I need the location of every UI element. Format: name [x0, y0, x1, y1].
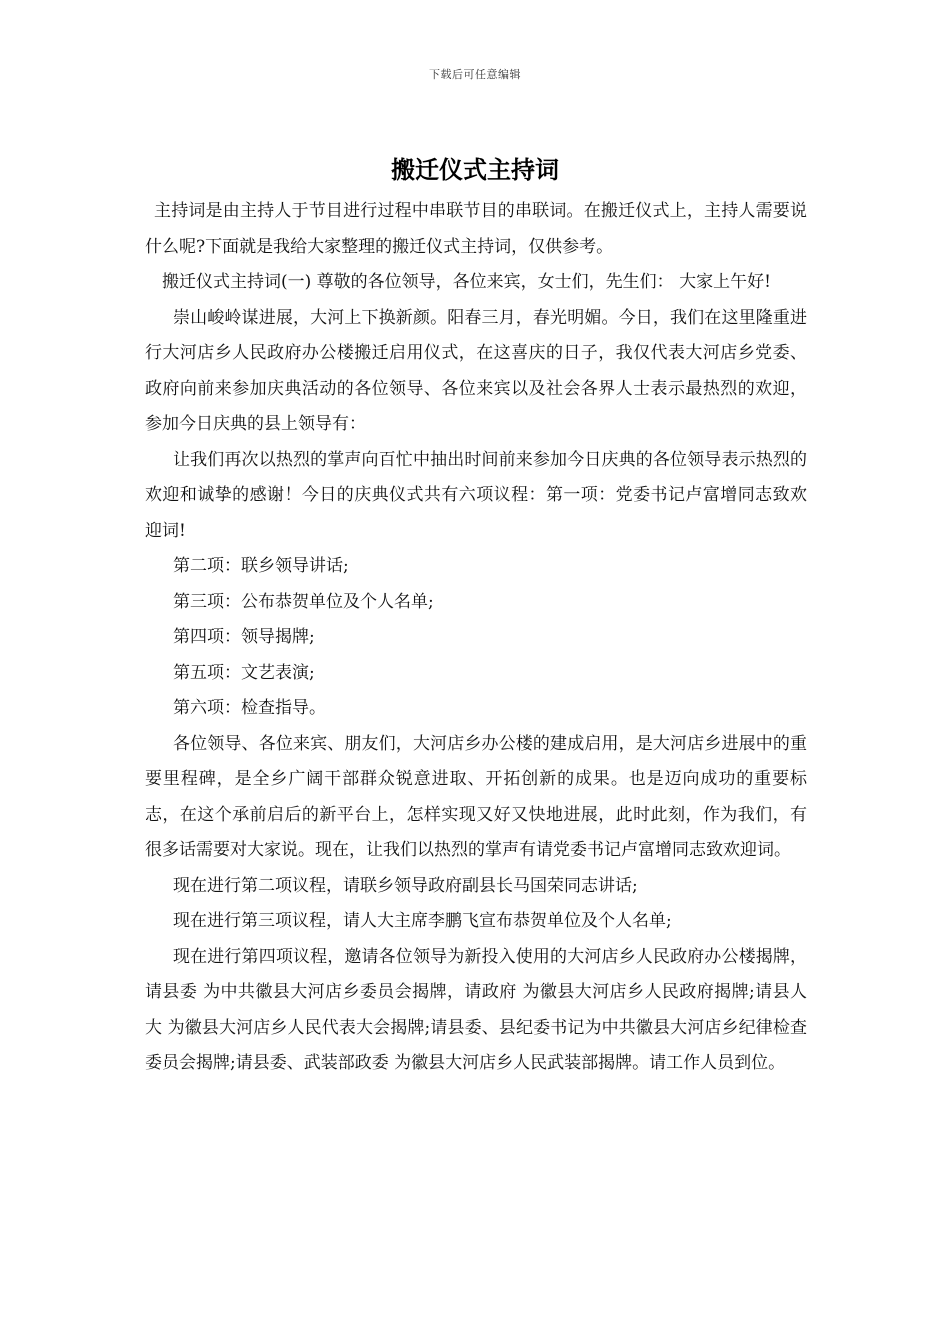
agenda-item-5: 第五项：文艺表演;	[173, 662, 315, 683]
agenda-item-2: 第二项：联乡领导讲话;	[173, 556, 349, 576]
agenda-item-4: 第四项：领导揭牌;	[173, 627, 315, 647]
document-body	[145, 194, 807, 1082]
document-title: 搬迁仪式主持词	[391, 155, 559, 184]
paragraph-intro: 主持词是由主持人于节目进行过程中串联节目的串联词。在搬迁仪式上，主持人需要说什么呢?下面就是我给大家整理的搬迁仪式主持词，仅供参考。	[145, 201, 807, 257]
paragraph-third-item: 现在进行第三项议程，请人大主席李鹏飞宣布恭贺单位及个人名单;	[173, 911, 672, 931]
header-note: 下载后可任意编辑	[429, 68, 521, 81]
paragraph-fourth-item: 现在进行第四项议程，邀请各位领导为新投入使用的大河店乡人民政府办公楼揭牌，请县委 为中共徽县大河店乡委员会揭牌，请政府 为徽县大河店乡人民政府揭牌;请县人大 为徽县大河店乡人民代表大会揭牌;请县委、县纪委书记为中共徽县大河店乡纪律检查委员会揭牌;请县委、武装部政委 为徽县大河店乡人民武装部揭牌。请工作人员到位。	[145, 946, 807, 1073]
paragraph-milestone: 各位领导、各位来宾、朋友们，大河店乡办公楼的建成启用，是大河店乡进展中的重要里程碑，是全乡广阔干部群众锐意进取、开拓创新的成果。也是迈向成功的重要标志，在这个承前启后的新平台上，怎样实现又好又快地进展，此时此刻，作为我们，有很多话需要对大家说。现在，让我们以热烈的掌声有请党委书记卢富增同志致欢迎词。	[145, 733, 807, 860]
paragraph-agenda-intro: 让我们再次以热烈的掌声向百忙中抽出时间前来参加今日庆典的各位领导表示热烈的欢迎和诚挚的感谢！今日的庆典仪式共有六项议程：第一项：党委书记卢富增同志致欢迎词!	[145, 449, 807, 541]
paragraph-welcome: 崇山峻岭谋进展，大河上下换新颜。阳春三月，春光明媚。今日，我们在这里隆重进行大河店乡人民政府办公楼搬迁启用仪式，在这喜庆的日子，我仅代表大河店乡党委、政府向前来参加庆典活动的各位领导、各位来宾以及社会各界人士表示最热烈的欢迎，参加今日庆典的县上领导有：	[145, 307, 807, 434]
paragraph-opening: 搬迁仪式主持词(一) 尊敬的各位领导，各位来宾，女士们，先生们： 大家上午好!	[162, 272, 771, 292]
agenda-item-3: 第三项：公布恭贺单位及个人名单;	[173, 591, 434, 612]
paragraph-second-item: 现在进行第二项议程，请联乡领导政府副县长马国荣同志讲话;	[173, 875, 638, 896]
agenda-item-6: 第六项：检查指导。	[173, 698, 326, 718]
